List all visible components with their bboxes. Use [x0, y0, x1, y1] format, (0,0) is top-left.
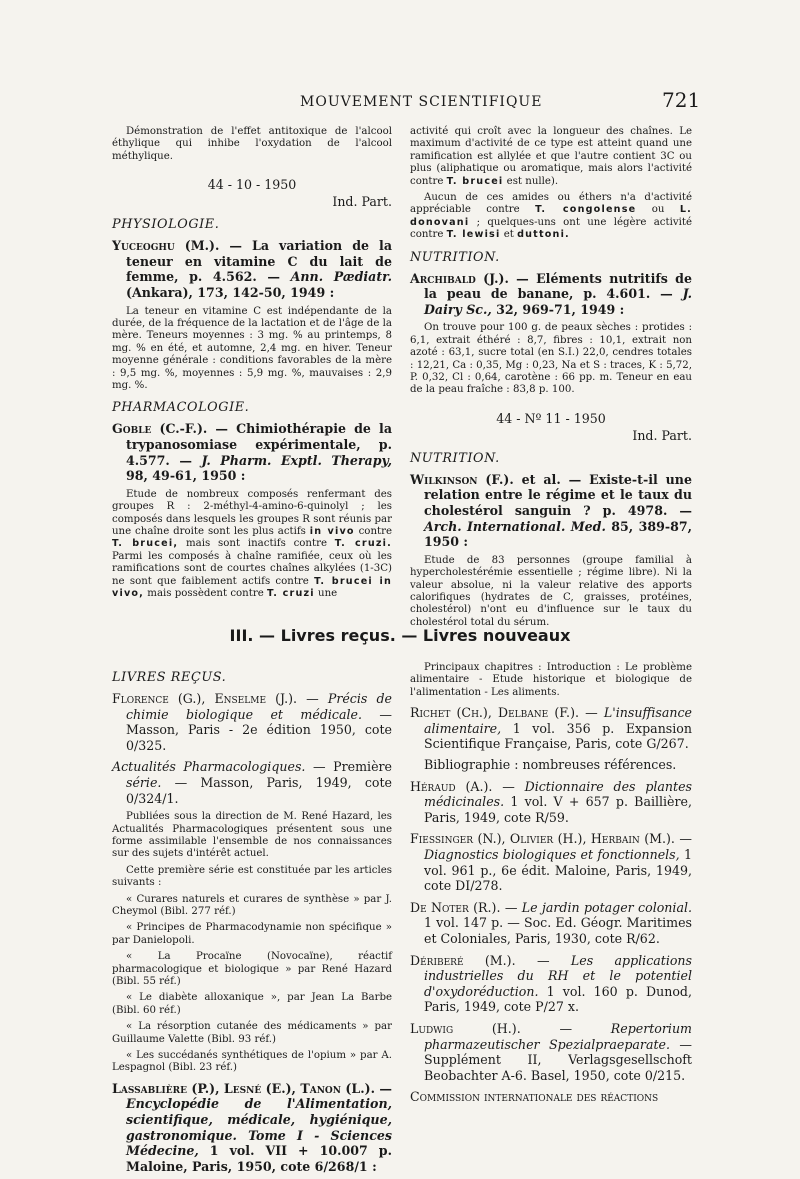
- ref-author: Yuceoghu (M.).: [112, 238, 220, 254]
- abstract: Etude de 83 personnes (groupe familial à hypercholestérémie essentielle ; régime libre). Ni la valeur absolue, ni la valeur relative des apports calorifiques (hydrates de C, graisses, protéines, cholestérol) n'ont eu d'influence sur le taux du cholestérol total du sérum.: [410, 554, 692, 628]
- intro-paragraph: Démonstration de l'effet antitoxique de l'alcool éthylique qui inhibe l'oxydation de l'alcool méthylique.: [112, 126, 392, 162]
- book-author: Ludwig (H.).: [410, 1020, 521, 1036]
- book-entry: [410, 953, 692, 1015]
- book-dash: —: [578, 705, 604, 721]
- abstract-emph: T. cruzi: [266, 588, 315, 600]
- abstract-text: Parmi les composés à chaîne ramifiée, ceux où les ramifications sont de courtes chaînes alkylées (1-3C) ne sont que faiblement actifs contre: [112, 550, 392, 587]
- book-entry-continued: Commission internationale des réactions: [410, 1089, 659, 1105]
- book-author: Lassablière (P.), Lesné (E.), Tanon (L.).: [112, 1080, 375, 1096]
- ref-title: — Chimiothérapie de la trypanosomiase expérimentale, p. 4.577. —: [126, 421, 392, 468]
- ref-journal: J. Dairy Sc.,: [424, 286, 692, 317]
- reference-entry: [112, 421, 392, 483]
- list-item: « La résorption cutanée des médicaments » par Guillaume Valette (Bibl. 93 réf.): [112, 1021, 392, 1045]
- ref-tail: 98, 49-61, 1950 :: [126, 468, 246, 484]
- book-dash: —: [492, 778, 525, 794]
- abstract: On trouve pour 100 g. de peaux sèches : protides : 6,1, extrait éthéré : 8,7, fibres : 10,1, extrait non azoté : 63,1, sucre total (en S.I.) 22,0, cendres totales : 12,21, Ca : 0,35, Mg : 0,23, Na et S : traces, K : 5,72, P. 0,32, Cl : 0,64, carotène : 66 pp. m. Teneur en eau de la peau fraîche : 83,8 p. 100.: [410, 322, 692, 396]
- section-heading: PHYSIOLOGIE.: [112, 217, 220, 233]
- book-title: Repertorium pharmazeutischer Spezialpraeparate.: [424, 1020, 692, 1052]
- bibliography-note: Bibliographie : nombreuses références.: [424, 757, 677, 772]
- book-text: — Première: [305, 759, 392, 775]
- book-title: Encyclopédie de l'Alimentation, scientifique, médicale, hygiénique, gastronomique. Tome I - Sciences Médecine,: [126, 1096, 392, 1159]
- book-author: Fiessinger (N.), Olivier (H.), Herbain (M.).: [410, 831, 675, 847]
- book-title: Précis de chimie biologique et médicale.: [126, 691, 392, 722]
- abstract-emph: T. lewisi: [446, 229, 501, 241]
- list-item: « Les succédanés synthétiques de l'opium » par A. Lespagnol (Bibl. 23 réf.): [112, 1050, 392, 1074]
- page-number: 721: [662, 88, 701, 112]
- abstract-text: mais possèdent contre: [144, 588, 267, 600]
- abstract-emph: L. donovani: [410, 204, 692, 228]
- abstract-text: Etude de nombreux composés renfermant des groupes R : 2-méthyl-4-amino-6-quinolyl ; les composés dans lesquels les groupes R sont réunis par une chaîne droite sont les plus actifs: [112, 488, 392, 538]
- ref-author: Archibald (J.).: [410, 270, 509, 286]
- book-author: Florence (G.), Enselme (J.).: [112, 691, 298, 706]
- ref-journal: Arch. International. Med.: [424, 518, 606, 534]
- section-heading: NUTRITION.: [410, 249, 500, 265]
- abstract-emph: duttoni.: [517, 229, 570, 241]
- book-tail: 1 vol. 147 p. — Soc. Ed. Géogr. Maritimes et Coloniales, Paris, 1930, cote R/62.: [424, 915, 692, 946]
- book-title: Le jardin potager colonial.: [521, 899, 692, 915]
- list-item: « Principes de Pharmacodynamie non spécifique » par Danielopoli.: [112, 922, 392, 946]
- abstract-text: contre: [354, 526, 392, 538]
- abstract-emph: T. brucei,: [112, 538, 179, 550]
- book-dash: —: [520, 1020, 611, 1036]
- book-tail: — Supplément II, Verlagsgesellschoft Beobachter A-6. Basel, 1950, cote 0/215.: [424, 1036, 692, 1083]
- book-title: L'insuffisance alimentaire,: [424, 705, 692, 736]
- reference-entry: [410, 472, 692, 550]
- abstract-text: mais sont inactifs contre: [178, 538, 335, 550]
- ref-title: — La variation de la teneur en vitamine C du lait de femme, p. 4.562. —: [126, 238, 392, 285]
- reference-entry: [410, 271, 692, 318]
- ref-tail: 32, 969-71, 1949 :: [491, 301, 625, 317]
- book-tail: 1 vol. VII + 10.007 p. Maloine, Paris, 1950, cote 6/268/1 :: [126, 1143, 392, 1174]
- abstract: [112, 489, 392, 601]
- book-description: Publiées sous la direction de M. René Hazard, les Actualités Pharmacologiques présentent sous une forme assimilable l'ensemble de nos connaissances sur des sujets d'intérêt actuel.: [112, 811, 392, 860]
- ind-part: Ind. Part.: [632, 427, 692, 443]
- list-item: « La Procaïne (Novocaïne), réactif pharmacologique et biologique » par René Hazard (Bibl. 55 réf.): [112, 951, 392, 988]
- ref-author: Wilkinson (F.).: [410, 471, 514, 487]
- abstract-emph: T. brucei in vivo,: [112, 575, 392, 600]
- book-author: Richet (Ch.), Delbane (F.).: [410, 705, 579, 721]
- list-item: « Curares naturels et curares de synthèse » par J. Cheymol (Bibl. 277 réf.): [112, 893, 392, 917]
- book-entry: [112, 759, 392, 806]
- list-item: « Le diabète alloxanique », par Jean La Barbe (Bibl. 60 réf.): [112, 992, 392, 1016]
- running-title: MOUVEMENT SCIENTIFIQUE: [300, 94, 543, 110]
- book-dash: —: [297, 691, 328, 706]
- book-dash: —: [374, 1080, 392, 1096]
- abstract-text: activité qui croît avec la longueur des chaînes. Le maximum d'activité de ce type est atteint quand une ramification est allylée et que l'autre contient 3C ou plus (aliphatique ou aromatique, mais alors l'activité contre: [410, 126, 692, 187]
- book-entry: [112, 691, 392, 753]
- abstract-emph: T. cruzi.: [334, 538, 392, 550]
- book-tail: 1 vol. 961 p., 6e édit. Maloine, Paris, 1949, cote DI/278.: [424, 846, 692, 894]
- book-entry: [410, 831, 692, 893]
- left-column-bottom: [112, 662, 392, 1179]
- book-entry: [410, 779, 692, 826]
- right-column-bottom: [410, 662, 692, 1110]
- book-entry: [112, 1081, 392, 1175]
- ref-title: et al. — Existe-t-il une relation entre le régime et le taux du cholestérol sanguin ? p. 4978. —: [424, 471, 692, 519]
- section-heading: NUTRITION.: [410, 450, 500, 466]
- abstract-text: est nulle).: [503, 175, 559, 187]
- abstract-continued: [410, 192, 692, 242]
- chapters-text: Principaux chapitres : Introduction : Le problème alimentaire - Etude historique et biologique de l'alimentation - Les aliments.: [410, 662, 692, 698]
- section-heading: LIVRES REÇUS.: [112, 670, 227, 685]
- book-title: série.: [126, 774, 162, 790]
- abstract-text: Aucun de ces amides ou éthers n'a d'activité appréciable contre: [410, 192, 692, 216]
- page-header: [0, 86, 800, 116]
- abstract-emph: T. congolense: [535, 204, 637, 216]
- ref-journal: Ann. Pædiatr.: [290, 269, 393, 285]
- book-tail: 1 vol. V + 657 p. Baillière, Paris, 1949, cote R/59.: [424, 794, 692, 825]
- right-column-top: [410, 126, 692, 633]
- abstract-emph: T. brucei: [446, 175, 504, 187]
- reference-entry: [112, 238, 392, 300]
- section-heading: PHARMACOLOGIE.: [112, 400, 250, 416]
- date-line: 44 - Nº 11 - 1950: [496, 410, 606, 426]
- book-tail: 1 vol. 356 p. Expansion Scientifique Française, Paris, cote G/267.: [424, 720, 692, 752]
- abstract-text: une: [314, 588, 338, 600]
- ref-tail: 85, 389-87, 1950 :: [424, 518, 693, 550]
- section-banner: III. — Livres reçus. — Livres nouveaux: [229, 626, 571, 645]
- ind-part: Ind. Part.: [332, 194, 392, 210]
- abstract-text: et: [500, 229, 518, 241]
- book-description: Cette première série est constituée par les articles suivants :: [112, 864, 392, 889]
- book-title: Actualités Pharmacologiques.: [112, 759, 306, 775]
- book-title: Les applications industrielles du RH et le potentiel d'oxydoréduction.: [424, 952, 693, 999]
- book-author: Héraud (A.).: [410, 778, 493, 794]
- book-entry: [410, 900, 692, 947]
- book-author: De Noter (R.).: [410, 899, 501, 915]
- book-entry: [410, 1021, 692, 1083]
- date-line: 44 - 10 - 1950: [207, 177, 297, 193]
- abstract-text: ; quelques-uns ont une légère activité contre: [410, 216, 692, 241]
- book-dash: —: [515, 952, 571, 968]
- book-entry: [410, 705, 692, 752]
- ref-tail: (Ankara), 173, 142-50, 1949 :: [126, 285, 335, 300]
- abstract-emph: in vivo: [309, 526, 355, 538]
- abstract: La teneur en vitamine C est indépendante de la durée, de la fréquence de la lactation et de l'âge de la mère. Teneurs moyennes : 3 mg. % au printemps, 8 mg. % en été, et automne, 2,4 mg. en hiver. Teneur moyenne générale : conditions favorables de la mère : 9,5 mg. %, moyennes : 5,9 mg. %, mauvaises : 2,9 mg. %.: [112, 305, 392, 392]
- book-tail: — Masson, Paris, 1949, cote 0/324/1.: [126, 774, 392, 806]
- left-column-top: [112, 126, 392, 604]
- book-title: Diagnostics biologiques et fonctionnels,: [424, 846, 680, 862]
- abstract-continued: [410, 126, 692, 188]
- ref-journal: J. Pharm. Exptl. Therapy,: [201, 452, 392, 468]
- book-tail: 1 vol. 160 p. Dunod, Paris, 1949, cote P/27 x.: [424, 983, 692, 1015]
- book-title: Dictionnaire des plantes médicinales.: [424, 778, 693, 810]
- book-dash: —: [674, 831, 692, 847]
- book-dash: —: [500, 899, 522, 915]
- ref-title: — Eléments nutritifs de la peau de banane, p. 4.601. —: [424, 270, 692, 302]
- book-tail: — Masson, Paris - 2e édition 1950, cote 0/325.: [126, 706, 392, 753]
- ref-author: Goble (C.-F.).: [112, 421, 208, 437]
- abstract-text: ou: [636, 204, 680, 216]
- book-author: Dériberé (M.).: [410, 952, 516, 968]
